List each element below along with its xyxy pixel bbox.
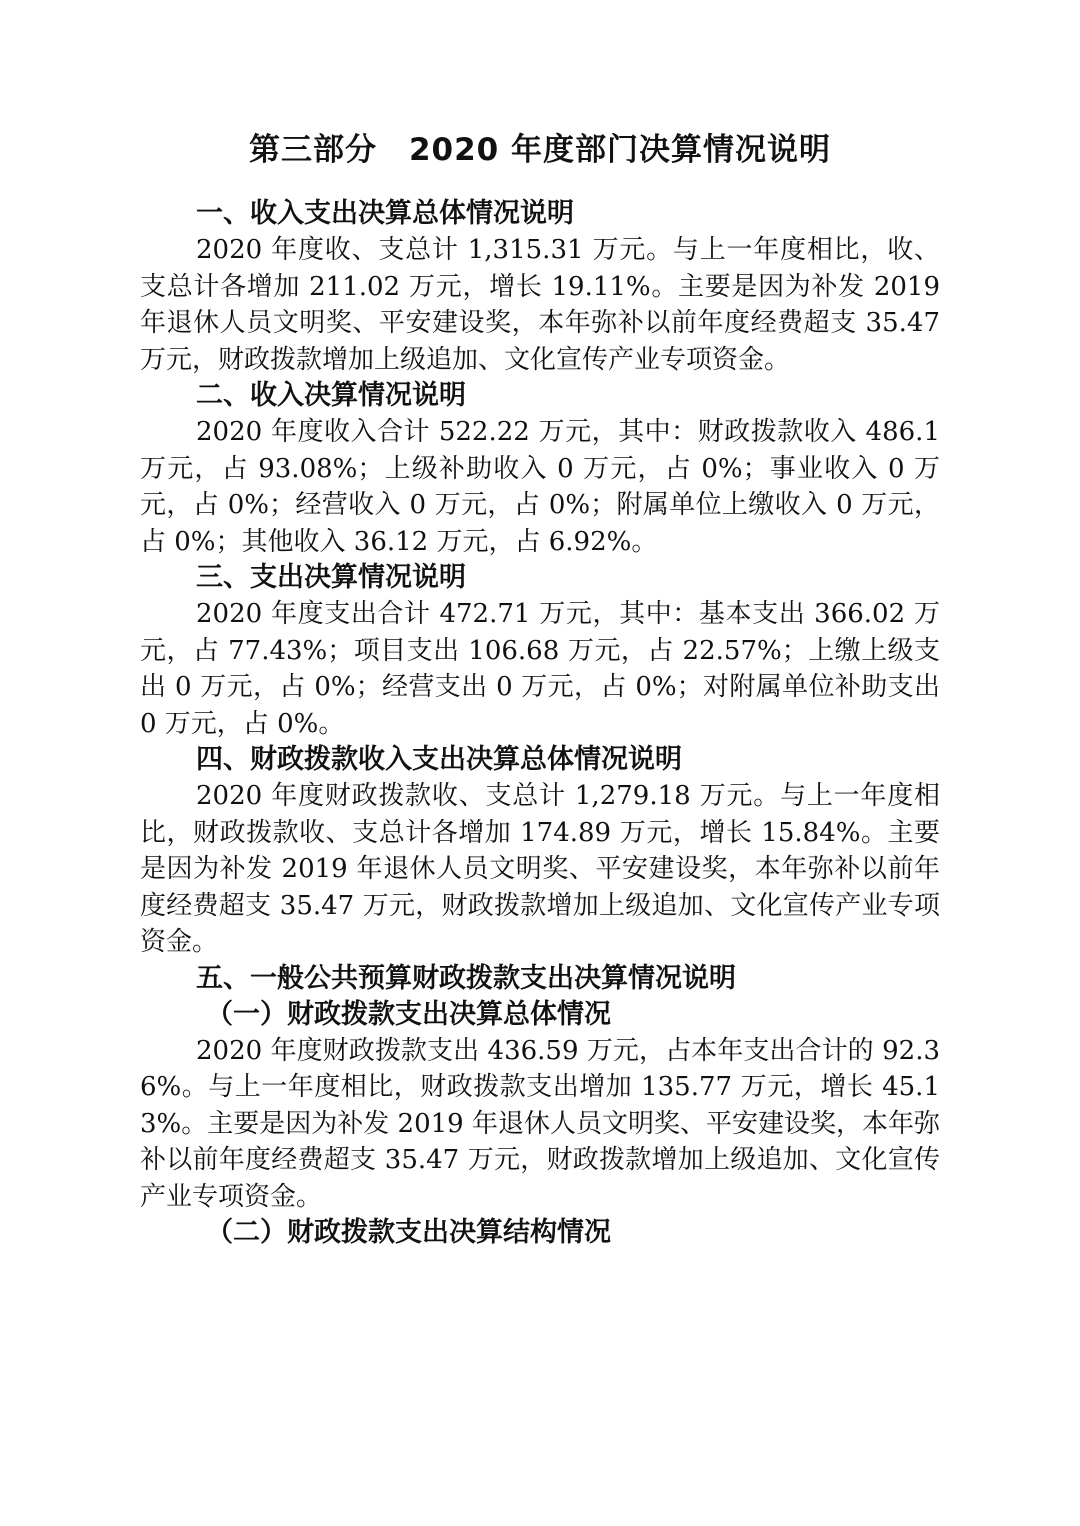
- section-paragraph: 2020 年度支出合计 472.71 万元，其中：基本支出 366.02 万元，占 77.43%；项目支出 106.68 万元，占 22.57%；上缴上级支出 0 万元，占 0%；经营支出 0 万元，占 0%；对附属单位补助支出 0 万元，占 0%。: [140, 599, 940, 739]
- document-page: [140, 128, 940, 1251]
- section-1: [140, 196, 940, 378]
- section-heading: 五、一般公共预算财政拨款支出决算情况说明: [196, 962, 736, 994]
- section-heading: 二、收入决算情况说明: [196, 380, 466, 411]
- document-title: 第三部分 2020 年度部门决算情况说明: [248, 132, 832, 168]
- section-4: [140, 742, 940, 961]
- section-5: [140, 961, 940, 1252]
- section-paragraph: 2020 年度收、支总计 1,315.31 万元。与上一年度相比，收、支总计各增加 211.02 万元，增长 19.11%。主要是因为补发 2019 年退休人员文明奖、平安建设奖，本年弥补以前年度经费超支 35.47 万元，财政拨款增加上级追加、文化宣传产业专项资金。: [140, 235, 940, 375]
- section-heading: 一、收入支出决算总体情况说明: [196, 198, 574, 229]
- section-3: [140, 560, 940, 742]
- subsection-heading: （二）财政拨款支出决算结构情况: [206, 1217, 611, 1248]
- section-2: [140, 378, 940, 560]
- subsection-heading: （一）财政拨款支出决算总体情况: [206, 998, 611, 1030]
- section-paragraph: 2020 年度财政拨款收、支总计 1,279.18 万元。与上一年度相比，财政拨款收、支总计各增加 174.89 万元，增长 15.84%。主要是因为补发 2019 年退休人员文明奖、平安建设奖，本年弥补以前年度经费超支 35.47 万元，财政拨款增加上级追加、文化宣传产业专项资金。: [140, 781, 940, 957]
- section-heading: 三、支出决算情况说明: [196, 562, 466, 593]
- section-heading: 四、财政拨款收入支出决算总体情况说明: [196, 744, 682, 775]
- subsection-paragraph: 2020 年度财政拨款支出 436.59 万元，占本年支出合计的 92.36%。与上一年度相比，财政拨款支出增加 135.77 万元，增长 45.13%。主要是因为补发 2019 年退休人员文明奖、平安建设奖，本年弥补以前年度经费超支 35.47 万元，财政拨款增加上级追加、文化宣传产业专项资金。: [140, 1035, 940, 1212]
- section-paragraph: 2020 年度收入合计 522.22 万元，其中：财政拨款收入 486.1 万元，占 93.08%；上级补助收入 0 万元，占 0%；事业收入 0 万元，占 0%；经营收入 0 万元，占 0%；附属单位上缴收入 0 万元，占 0%；其他收入 36.12 万元，占 6.92%。: [140, 417, 940, 557]
